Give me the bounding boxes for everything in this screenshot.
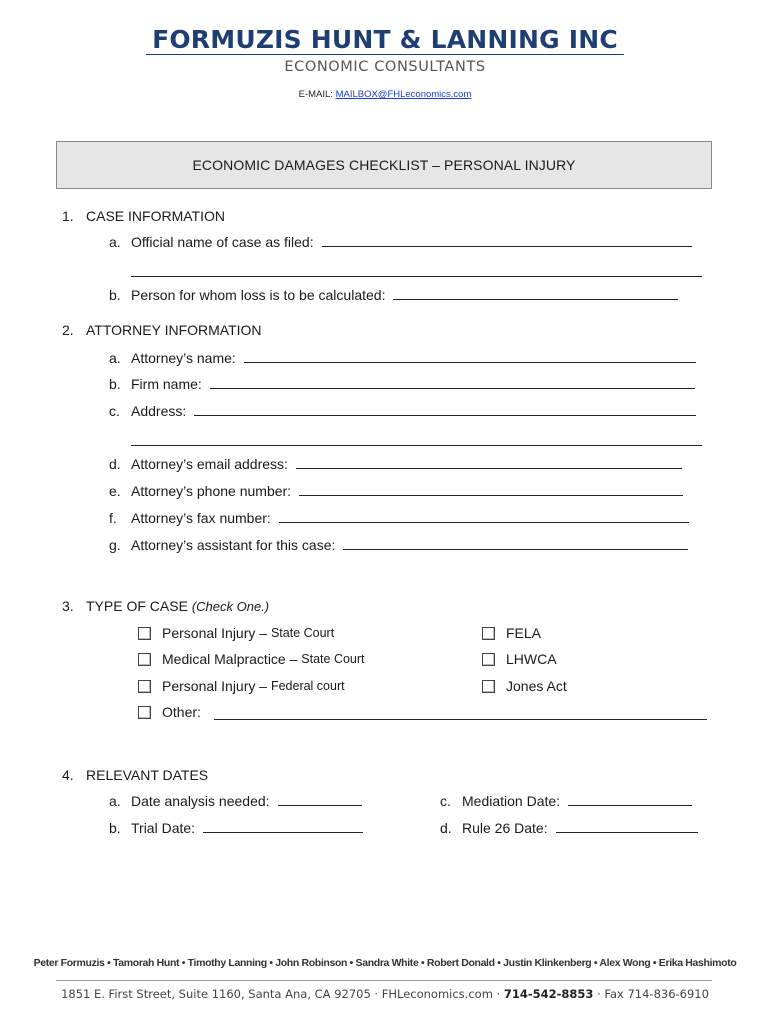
firm-name-label: Firm name:	[131, 376, 202, 392]
item-letter: b.	[109, 820, 121, 836]
item-letter: d.	[440, 820, 452, 836]
firm-name-field[interactable]	[210, 387, 695, 389]
email-link[interactable]: MAILBOX@FHLeconomics.com	[335, 89, 472, 100]
item-letter: c.	[440, 793, 451, 809]
checkbox[interactable]	[138, 653, 151, 666]
attorney-email-field[interactable]	[296, 467, 682, 469]
attorney-name-label: Attorney’s name:	[131, 350, 236, 366]
date-analysis-field[interactable]	[278, 804, 362, 806]
option-label: Jones Act	[506, 678, 567, 694]
section-case-information	[62, 208, 225, 224]
attorney-assistant-label: Attorney’s assistant for this case:	[131, 537, 336, 553]
footer-address-line	[0, 987, 770, 1001]
checkbox[interactable]	[482, 627, 495, 640]
email-line	[0, 89, 770, 100]
loss-person-row	[109, 287, 678, 303]
rule-26-date-row	[440, 820, 698, 836]
option-court: State Court	[301, 652, 365, 666]
attorney-phone-row	[109, 483, 683, 499]
trial-date-label: Trial Date:	[131, 820, 196, 836]
mediation-date-row	[440, 793, 692, 809]
option-label: Other:	[162, 704, 201, 720]
option-medical-malpractice-state[interactable]	[138, 651, 365, 667]
footer-fax: · Fax 714-836-6910	[593, 987, 709, 1001]
section-heading: CASE INFORMATION	[86, 208, 225, 224]
attorney-phone-label: Attorney’s phone number:	[131, 483, 292, 499]
item-letter: b.	[109, 287, 121, 303]
check-one-note: (Check One.)	[191, 599, 270, 614]
section-number: 3.	[62, 598, 74, 614]
attorney-fax-label: Attorney’s fax number:	[131, 510, 271, 526]
section-number: 1.	[62, 208, 74, 224]
option-label: Personal Injury –	[162, 678, 268, 694]
checkbox[interactable]	[138, 627, 151, 640]
case-name-field-continued[interactable]	[131, 276, 702, 277]
attorney-email-label: Attorney’s email address:	[131, 456, 288, 472]
checkbox[interactable]	[138, 680, 151, 693]
firm-name-row	[109, 376, 695, 392]
attorney-phone-field[interactable]	[299, 494, 683, 496]
rule-26-date-field[interactable]	[556, 831, 698, 833]
section-attorney-information	[62, 322, 262, 338]
letterhead	[0, 26, 770, 100]
attorney-fax-row	[109, 510, 689, 526]
item-letter: a.	[109, 234, 121, 250]
attorney-name-field[interactable]	[244, 361, 696, 363]
address-field[interactable]	[194, 414, 696, 416]
item-letter: c.	[109, 403, 120, 419]
case-name-label: Official name of case as filed:	[131, 234, 314, 250]
attorney-email-row	[109, 456, 682, 472]
section-heading: ATTORNEY INFORMATION	[86, 322, 262, 338]
item-letter: d.	[109, 456, 121, 472]
footer-divider	[56, 980, 712, 981]
company-name: FORMUZIS HUNT & LANNING INC	[146, 26, 624, 55]
trial-date-row	[109, 820, 363, 836]
case-name-field[interactable]	[322, 245, 692, 247]
option-personal-injury-federal[interactable]	[138, 678, 345, 694]
address-label: Address:	[131, 403, 187, 419]
option-label: Personal Injury –	[162, 625, 268, 641]
section-number: 4.	[62, 767, 74, 783]
checkbox[interactable]	[482, 680, 495, 693]
date-analysis-label: Date analysis needed:	[131, 793, 270, 809]
trial-date-field[interactable]	[203, 831, 363, 833]
attorney-assistant-row	[109, 537, 688, 553]
loss-person-label: Person for whom loss is to be calculated:	[131, 287, 386, 303]
item-letter: b.	[109, 376, 121, 392]
section-heading: RELEVANT DATES	[86, 767, 209, 783]
footer-names: Peter Formuzis • Tamorah Hunt • Timothy Lanning • John Robinson • Sandra White • Robert Donald • Justin Klinkenberg • Alex Wong • Erika Hashimoto	[33, 957, 737, 969]
other-field[interactable]	[214, 719, 707, 720]
loss-person-field[interactable]	[393, 298, 678, 300]
option-jones-act[interactable]	[482, 678, 567, 694]
mediation-date-label: Mediation Date:	[462, 793, 561, 809]
option-personal-injury-state[interactable]	[138, 625, 334, 641]
option-label: Medical Malpractice –	[162, 651, 298, 667]
company-subtitle: ECONOMIC CONSULTANTS	[284, 59, 486, 75]
option-lhwca[interactable]	[482, 651, 557, 667]
option-court: Federal court	[270, 679, 345, 693]
item-letter: g.	[109, 537, 121, 553]
date-analysis-row	[109, 793, 362, 809]
attorney-name-row	[109, 350, 696, 366]
option-other[interactable]	[138, 704, 201, 720]
case-name-row	[109, 234, 692, 250]
section-heading: TYPE OF CASE	[86, 598, 188, 614]
footer-phone: 714-542-8853	[503, 987, 594, 1001]
email-label: E-MAIL:	[298, 89, 333, 100]
option-fela[interactable]	[482, 625, 541, 641]
item-letter: f.	[109, 510, 117, 526]
checkbox[interactable]	[482, 653, 495, 666]
address-row	[109, 403, 696, 419]
item-letter: e.	[109, 483, 121, 499]
option-label: FELA	[506, 625, 542, 641]
mediation-date-field[interactable]	[568, 804, 692, 806]
item-letter: a.	[109, 350, 121, 366]
checkbox[interactable]	[138, 706, 151, 719]
section-relevant-dates	[62, 767, 208, 783]
address-field-continued[interactable]	[131, 445, 702, 446]
option-label: LHWCA	[506, 651, 557, 667]
rule-26-date-label: Rule 26 Date:	[462, 820, 548, 836]
item-letter: a.	[109, 793, 121, 809]
form-title: ECONOMIC DAMAGES CHECKLIST – PERSONAL INJURY	[56, 141, 712, 189]
section-type-of-case	[62, 598, 269, 614]
footer-address: 1851 E. First Street, Suite 1160, Santa Ana, CA 92705 · FHLeconomics.com ·	[61, 987, 504, 1001]
option-court: State Court	[270, 626, 335, 640]
section-number: 2.	[62, 322, 74, 338]
attorney-assistant-field[interactable]	[343, 548, 688, 550]
attorney-fax-field[interactable]	[279, 521, 689, 523]
